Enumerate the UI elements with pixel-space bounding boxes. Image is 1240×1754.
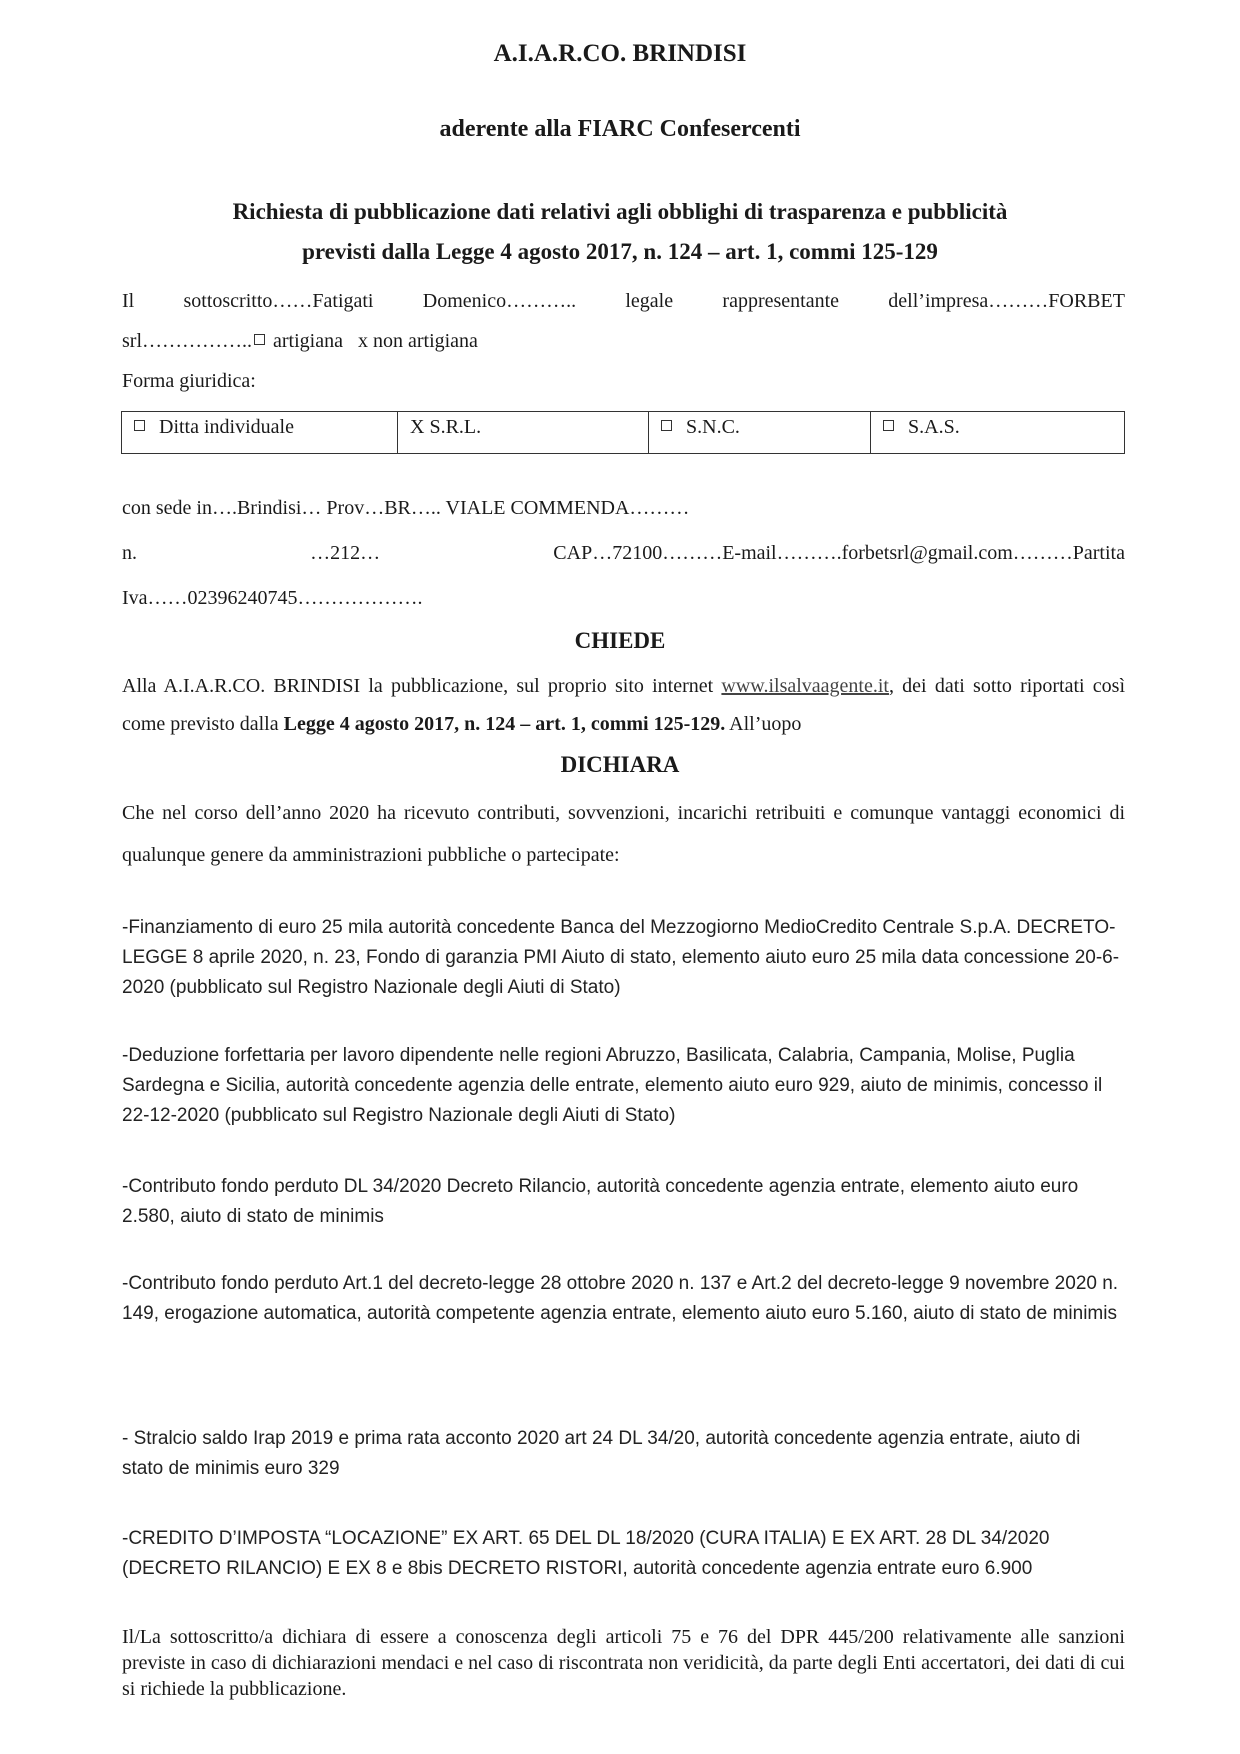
law-reference: Legge 4 agosto 2017, n. 124 – art. 1, commi 125-129. [283, 713, 726, 735]
declarant-word: legale [625, 290, 674, 312]
non-artigiana-label: x non artigiana [357, 330, 478, 352]
chiede-paragraph [122, 667, 1125, 743]
artigiana-label: artigiana [273, 330, 343, 352]
forma-option-label: X S.R.L. [410, 416, 482, 438]
document-title-line-2: previsti dalla Legge 4 agosto 2017, n. 124 – art. 1, commi 125-129 [302, 239, 938, 264]
forma-option-label: Ditta individuale [159, 416, 294, 438]
aid-item: -Contributo fondo perduto DL 34/2020 Decreto Rilancio, autorità concedente agenzia entrate, elemento aiuto euro 2.580, aiuto di stato de minimis [122, 1176, 1079, 1227]
aid-item: - Stralcio saldo Irap 2019 e prima rata acconto 2020 art 24 DL 34/20, autorità concedente agenzia entrate, aiuto di stato de minimis euro 329 [122, 1428, 1081, 1479]
final-statement: Il/La sottoscritto/a dichiara di essere a conoscenza degli articoli 75 e 76 del DPR 445/200 relativamente alle sanzioni previste in caso di dichiarazioni mendaci e nel caso di riscontrata non veridicità, da parte degli Enti accertatori, dei dati di cui si richiede la pubblicazione. [122, 1626, 1125, 1700]
checkbox-icon[interactable] [134, 420, 145, 431]
chiede-heading: CHIEDE [574, 628, 666, 653]
forma-giuridica-table [121, 411, 1125, 454]
website-link[interactable]: www.ilsalvaagente.it [721, 675, 889, 697]
street-number-label: n. [122, 542, 137, 564]
organization-affiliation: aderente alla FIARC Confesercenti [439, 116, 801, 142]
forma-option-sas[interactable] [871, 412, 1124, 453]
chiede-text: All’uopo [725, 713, 802, 735]
aid-item: -CREDITO D’IMPOSTA “LOCAZIONE” EX ART. 65 DEL DL 18/2020 (CURA ITALIA) E EX ART. 28 DL 34/2020 (DECRETO RILANCIO) E EX 8 e 8bis DECRETO RISTORI, autorità concedente agenzia entrate euro 6.900 [122, 1528, 1050, 1579]
forma-option-srl[interactable] [398, 412, 649, 453]
declarant-word: rappresentante [722, 290, 840, 312]
declarant-line-2 [122, 330, 1125, 353]
chiede-text: Alla A.I.A.R.CO. BRINDISI la pubblicazione, sul proprio sito internet [122, 675, 722, 697]
forma-option-label: S.A.S. [908, 416, 960, 438]
forma-option-snc[interactable] [649, 412, 871, 453]
declarant-word: Domenico……….. [422, 290, 577, 312]
aid-item: -Contributo fondo perduto Art.1 del decreto-legge 28 ottobre 2020 n. 137 e Art.2 del decreto-legge 9 novembre 2020 n. 149, erogazione automatica, autorità competente agenzia entrate, elemento aiuto euro 5.160, aiuto di stato de minimis [122, 1273, 1119, 1324]
forma-option-label: S.N.C. [686, 416, 740, 438]
cap-email-partita: CAP…72100………E-mail……….forbetsrl@gmail.com………Partita [553, 542, 1125, 564]
checkbox-icon[interactable] [254, 334, 265, 345]
declarant-word: dell’impresa………FORBET [888, 290, 1125, 312]
declarant-line-1 [122, 290, 1125, 313]
forma-option-ditta[interactable] [122, 412, 398, 453]
chiede-text: , dei dati sotto riportati così come previsto dalla [122, 675, 1126, 735]
dichiara-intro: Che nel corso dell’anno 2020 ha ricevuto contributi, sovvenzioni, incarichi retribuiti e comunque vantaggi economici di qualunque genere da amministrazioni pubbliche o partecipate: [122, 802, 1125, 866]
partita-iva: Iva……02396240745………………. [122, 587, 423, 609]
organization-name: A.I.A.R.CO. BRINDISI [493, 40, 747, 67]
company-suffix: srl…………….. [122, 330, 252, 352]
dichiara-heading: DICHIARA [560, 752, 680, 777]
address-line-1: con sede in….Brindisi… Prov…BR….. VIALE COMMENDA……… [122, 497, 690, 519]
document-title-line-1: Richiesta di pubblicazione dati relativi agli obblighi di trasparenza e pubblicità [232, 199, 1008, 224]
declarant-word: Il [122, 290, 135, 312]
checkbox-icon[interactable] [883, 420, 894, 431]
address-line-2 [122, 542, 1125, 565]
aid-item: -Finanziamento di euro 25 mila autorità concedente Banca del Mezzogiorno MedioCredito Centrale S.p.A. DECRETO-LEGGE 8 aprile 2020, n. 23, Fondo di garanzia PMI Aiuto di stato, elemento aiuto euro 25 mila data concessione 20-6-2020 (pubblicato sul Registro Nazionale degli Aiuti di Stato) [122, 917, 1120, 998]
document-title [110, 192, 1130, 272]
street-number: …212… [310, 542, 381, 564]
forma-giuridica-label: Forma giuridica: [122, 370, 256, 392]
aid-item: -Deduzione forfettaria per lavoro dipendente nelle regioni Abruzzo, Basilicata, Calabria, Campania, Molise, Puglia Sardegna e Sicilia, autorità concedente agenzia delle entrate, elemento aiuto euro 929, aiuto de minimis, concesso il 22-12-2020 (pubblicato sul Registro Nazionale degli Aiuti di Stato) [122, 1045, 1103, 1126]
declarant-word: sottoscritto……Fatigati [183, 290, 374, 312]
checkbox-icon[interactable] [661, 420, 672, 431]
